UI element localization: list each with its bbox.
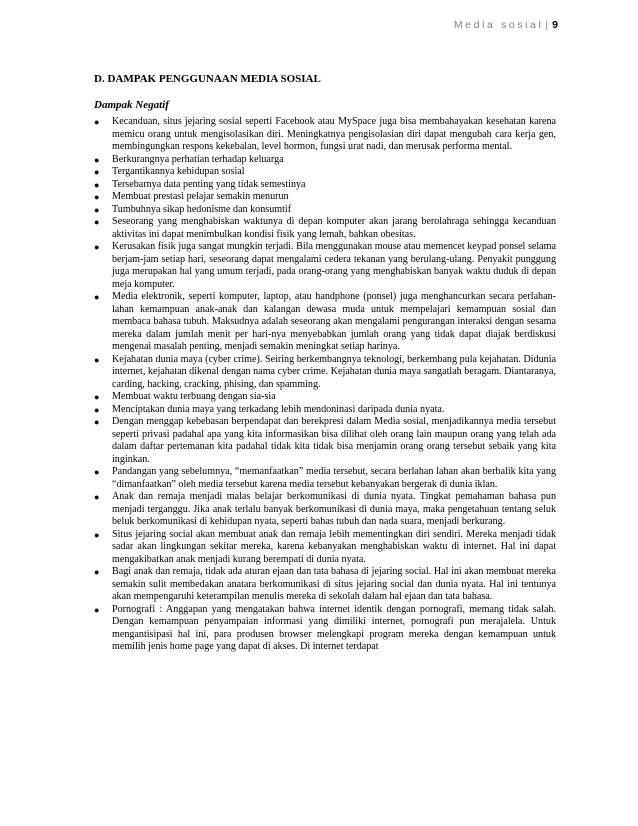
bullet-icon: ● — [94, 417, 100, 427]
bullet-icon: ● — [94, 567, 100, 577]
bullet-icon: ● — [94, 217, 100, 227]
list-item — [94, 354, 556, 392]
header-separator: | — [545, 19, 549, 31]
list-item — [94, 116, 556, 154]
list-item-text: Tergantikannya kehidupan sosial — [112, 166, 245, 177]
bullet-icon: ● — [94, 404, 100, 415]
bullet-icon: ● — [94, 354, 100, 365]
list-item-text: Dengan menggap kebebasan berpendapat dan berekpresi dalam Media sosial, menjadikannya media tersebut seperti privasi padahal apa yang kita informasikan bisa dilihat oleh orang lain maupun orang yang telah ada dalam daftar pertemanan kita padahal tidak kita tidak bisa menjamin orang orang tersebut sebaik yang kita inginkan. — [112, 416, 556, 465]
bullet-icon: ● — [94, 242, 100, 252]
list-item — [94, 466, 556, 491]
list-item-text: Pornografi : Anggapan yang mengatakan bahwa internet identik dengan pornografi, memang tidak salah. Dengan kemampuan penyampaian informasi yang dimiliki internet, pornografi pun merajalela. Untuk mengantisipasi hal ini, para produsen browser melengkapi program mereka dengan kemampuan untuk memilih jenis home page yang dapat di akses. Di internet terdapat — [112, 603, 556, 652]
section-heading: D. DAMPAK PENGGUNAAN MEDIA SOSIAL — [94, 73, 321, 85]
impact-list — [94, 116, 556, 654]
bullet-icon: ● — [94, 604, 100, 615]
list-item-text: Situs jejaring social akan membuat anak dan remaja lebih mementingkan diri sendiri. Mereka menjadi tidak sadar akan lingkungan sekitar mereka, karena kebanyakan menghabiskan waktu di internet. Hal ini dapat mengakibatkan anak menjadi kurang berempati di dunia nyata. — [112, 528, 556, 565]
bullet-icon: ● — [94, 492, 100, 502]
list-item-text: Membuat prestasi pelajar semakin menurun — [112, 191, 289, 202]
header-title: Media sosial — [453, 19, 544, 31]
list-item — [94, 154, 556, 167]
bullet-icon: ● — [94, 204, 100, 215]
bullet-icon: ● — [94, 192, 100, 202]
list-item-text: Menciptakan dunia maya yang terkadang lebih mendoninasi daripada dunia nyata. — [112, 403, 445, 415]
bullet-icon: ● — [94, 117, 100, 127]
list-item — [94, 416, 556, 466]
list-item — [94, 216, 556, 241]
list-item-text: Seseorang yang menghabiskan waktunya di depan komputer akan jarang berolahraga sehingga kecanduan aktivitas ini dapat menimbulkan kondisi fisik yang lemah, bahkan obesitas. — [112, 216, 556, 240]
running-header — [454, 19, 558, 31]
bullet-icon: ● — [94, 529, 100, 540]
list-item — [94, 191, 556, 204]
list-item — [94, 291, 556, 354]
list-item-text: Kecanduan, situs jejaring sosial seperti Facebook atau MySpace juga bisa membahayakan kesehatan karena memicu orang untuk mengisolasikan diri. Meningkatnya pengisolasian diri dapat mengubah cara kerja gen, membingungkan respons kekebalan, level hormon, fungsi urat nadi, dan merusak performa mental. — [112, 116, 556, 152]
list-item — [94, 604, 556, 654]
list-item-text: Kejahatan dunia maya (cyber crime). Seiring berkembangnya teknologi, berkembang pula kejahatan. Didunia internet, kejahatan dikenal dengan nama cyber crime. Kejahatan dunia maya sangatlah beragam. Diantaranya, carding, hacking, cracking, phising, dan spamming. — [112, 353, 556, 390]
list-item — [94, 241, 556, 291]
bullet-icon: ● — [94, 467, 100, 477]
list-item-text: Pandangan yang sebelumnya, “memanfaatkan” media tersebut, secara berlahan lahan akan berbalik kita yang “dimanfaatkan” oleh media tersebut karena media tersebut kebanyakan bergerak di dunia iklan. — [112, 466, 556, 490]
bullet-icon: ● — [94, 292, 100, 302]
bullet-icon: ● — [94, 392, 100, 402]
page-number: 9 — [552, 19, 558, 31]
list-item — [94, 204, 556, 217]
list-item — [94, 179, 556, 192]
list-item-text: Media elektronik, seperti komputer, laptop, atau handphone (ponsel) juga menghancurkan secara perlahan-lahan kemampuan anak-anak dan kalangan dewasa muda untuk mempelajari kemampuan sosial dan membaca bahasa tubuh. Maksudnya adalah seseorang akan mengalami pengurangan interaksi dengan sesama mereka dalam jumlah menit per hari-nya menyebabkan jumlah orang yang tidak dapat diajak berdiskusi mengenai masalah penting, menjadi semakin meningkat setiap harinya. — [112, 291, 556, 352]
list-item-text: Bagi anak dan remaja, tidak ada aturan ejaan dan tata bahasa di jejaring social. Hal ini akan membuat mereka semakin sulit membedakan anatara berkomunikasi di situs jejaring social dan dunia nyata. Hal ini tentunya akan mempengaruhi keterampilan menulis mereka di sekolah dalam hal ejaan dan tata bahasa. — [112, 566, 556, 602]
section-subheading: Dampak Negatif — [94, 99, 169, 111]
list-item-text: Kerusakan fisik juga sangat mungkin terjadi. Bila menggunakan mouse atau memencet keypad ponsel selama berjam-jam setiap hari, seseorang dapat mengalami cedera tekanan yang berulang-ulang. Penyakit punggung juga merupakan hal yang umum terjadi, pada orang-orang yang menghabiskan banyak waktu duduk di depan meja komputer. — [112, 241, 556, 290]
list-item — [94, 404, 556, 417]
page-content — [94, 72, 556, 654]
bullet-icon: ● — [94, 179, 100, 190]
list-item — [94, 391, 556, 404]
list-item-text: Berkurangnya perhatian terhadap keluarga — [112, 153, 284, 165]
list-item-text: Tersebarnya data penting yang tidak semestinya — [112, 178, 306, 190]
bullet-icon: ● — [94, 154, 100, 165]
list-item-text: Membuat waktu terbuang dengan sia-sia — [112, 391, 276, 402]
list-item — [94, 566, 556, 604]
list-item-text: Tumbuhnya sikap hedonisme dan konsumtif — [112, 203, 292, 215]
list-item — [94, 529, 556, 567]
list-item-text: Anak dan remaja menjadi malas belajar berkomunikasi di dunia nyata. Tingkat pemahaman bahasa pun menjadi terganggu. Jika anak terlalu banyak berkomunikasi di dunia maya, maka pengetahuan tentang seluk beluk berkomunikasi di kehidupan nyata, seperti bahas tubuh dan nada suara, menjadi berkurang. — [112, 491, 556, 527]
list-item — [94, 491, 556, 529]
bullet-icon: ● — [94, 167, 100, 177]
list-item — [94, 166, 556, 179]
